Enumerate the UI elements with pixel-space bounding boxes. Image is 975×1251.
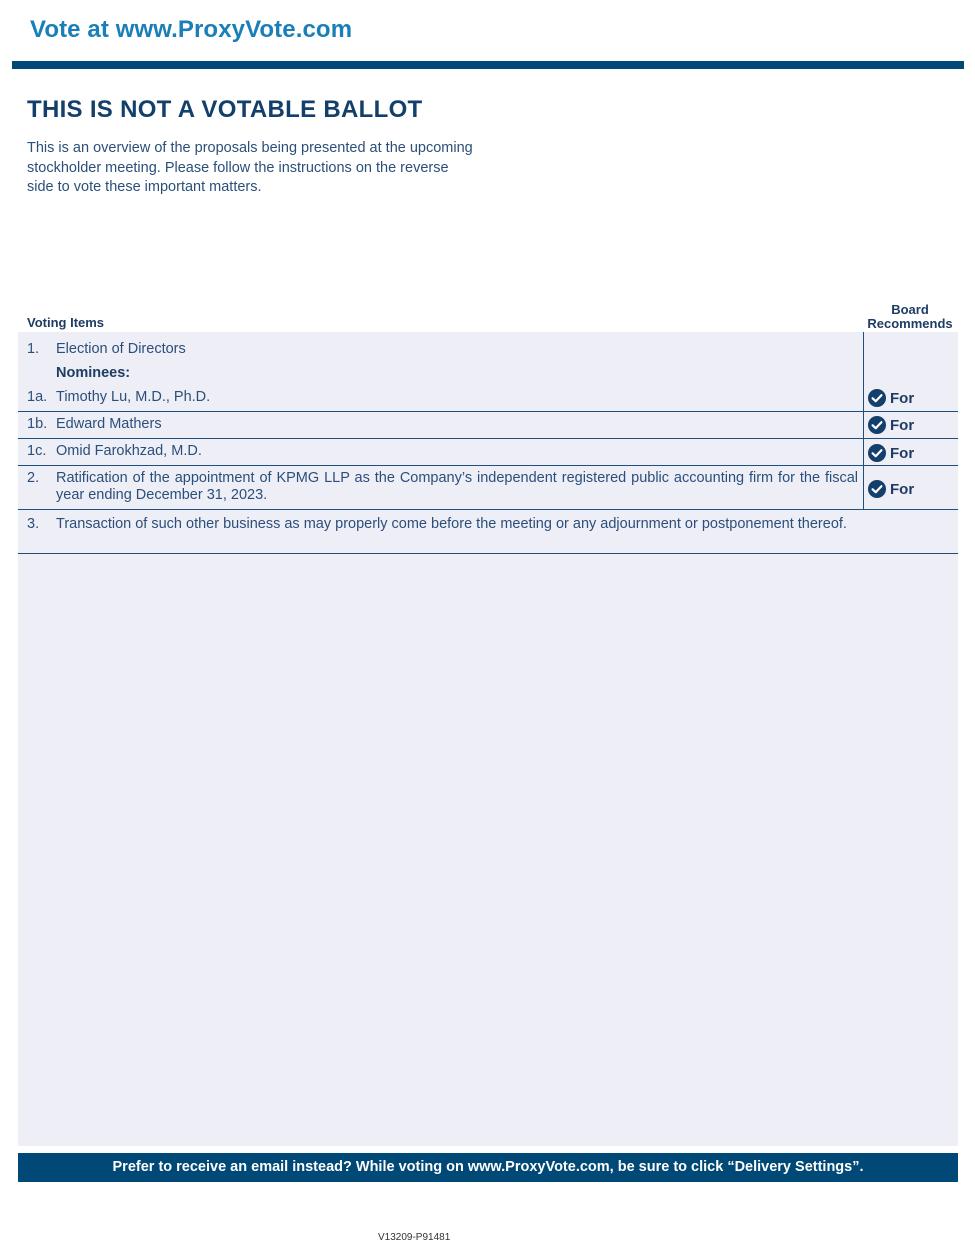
nominees-label: Nominees:: [56, 365, 131, 381]
nominee-name: Omid Farokhzad, M.D.: [56, 443, 202, 459]
row-divider: [18, 465, 958, 466]
row-divider: [18, 509, 958, 510]
row-divider: [18, 411, 958, 412]
recommendation-text: For: [890, 389, 915, 407]
row-divider: [18, 438, 958, 439]
item-number: 1.: [27, 341, 40, 357]
recommendation-badge: [868, 389, 914, 407]
check-circle-icon: [868, 389, 886, 407]
recommendation-column-divider: [863, 332, 864, 510]
column-header-voting-items: Voting Items: [27, 315, 105, 330]
board-header-line2: Recommends: [867, 316, 953, 331]
recommendation-text: For: [890, 416, 915, 434]
column-header-board-recommends: [864, 303, 956, 331]
item-text: Transaction of such other business as may properly come before the meeting or any adjournment or postponement thereof.: [56, 516, 847, 532]
proxyvote-link[interactable]: Vote at www.ProxyVote.com: [30, 16, 353, 43]
intro-text: This is an overview of the proposals being presented at the upcoming stockholder meeting. Please follow the instructions on the reverse side to vote these important matters.: [27, 140, 473, 195]
board-header-line1: Board: [891, 302, 929, 317]
item-number: 3.: [27, 516, 40, 532]
item-text: Election of Directors: [56, 341, 186, 357]
delivery-settings-banner: Prefer to receive an email instead? While voting on www.ProxyVote.com, be sure to click “Delivery Settings”.: [18, 1153, 958, 1182]
header-rule: [12, 61, 964, 69]
check-circle-icon: [868, 444, 886, 462]
document-code: V13209-P91481: [378, 1232, 451, 1243]
item-text: Ratification of the appointment of KPMG LLP as the Company’s independent registered public accounting firm for the fiscal year ending December 31, 2023.: [56, 470, 858, 503]
recommendation-badge: [868, 480, 914, 498]
item-number: 1a.: [27, 389, 48, 405]
check-circle-icon: [868, 416, 886, 434]
item-number: 1b.: [27, 416, 48, 432]
recommendation-badge: [868, 444, 914, 462]
row-divider: [18, 553, 958, 554]
nominee-name: Timothy Lu, M.D., Ph.D.: [56, 389, 211, 405]
recommendation-text: For: [890, 444, 915, 462]
check-circle-icon: [868, 480, 886, 498]
item-number: 2.: [27, 470, 40, 486]
nominee-name: Edward Mathers: [56, 416, 162, 432]
recommendation-badge: [868, 416, 914, 434]
recommendation-text: For: [890, 480, 915, 498]
item-number: 1c.: [27, 443, 47, 459]
ballot-title: THIS IS NOT A VOTABLE BALLOT: [27, 96, 423, 123]
